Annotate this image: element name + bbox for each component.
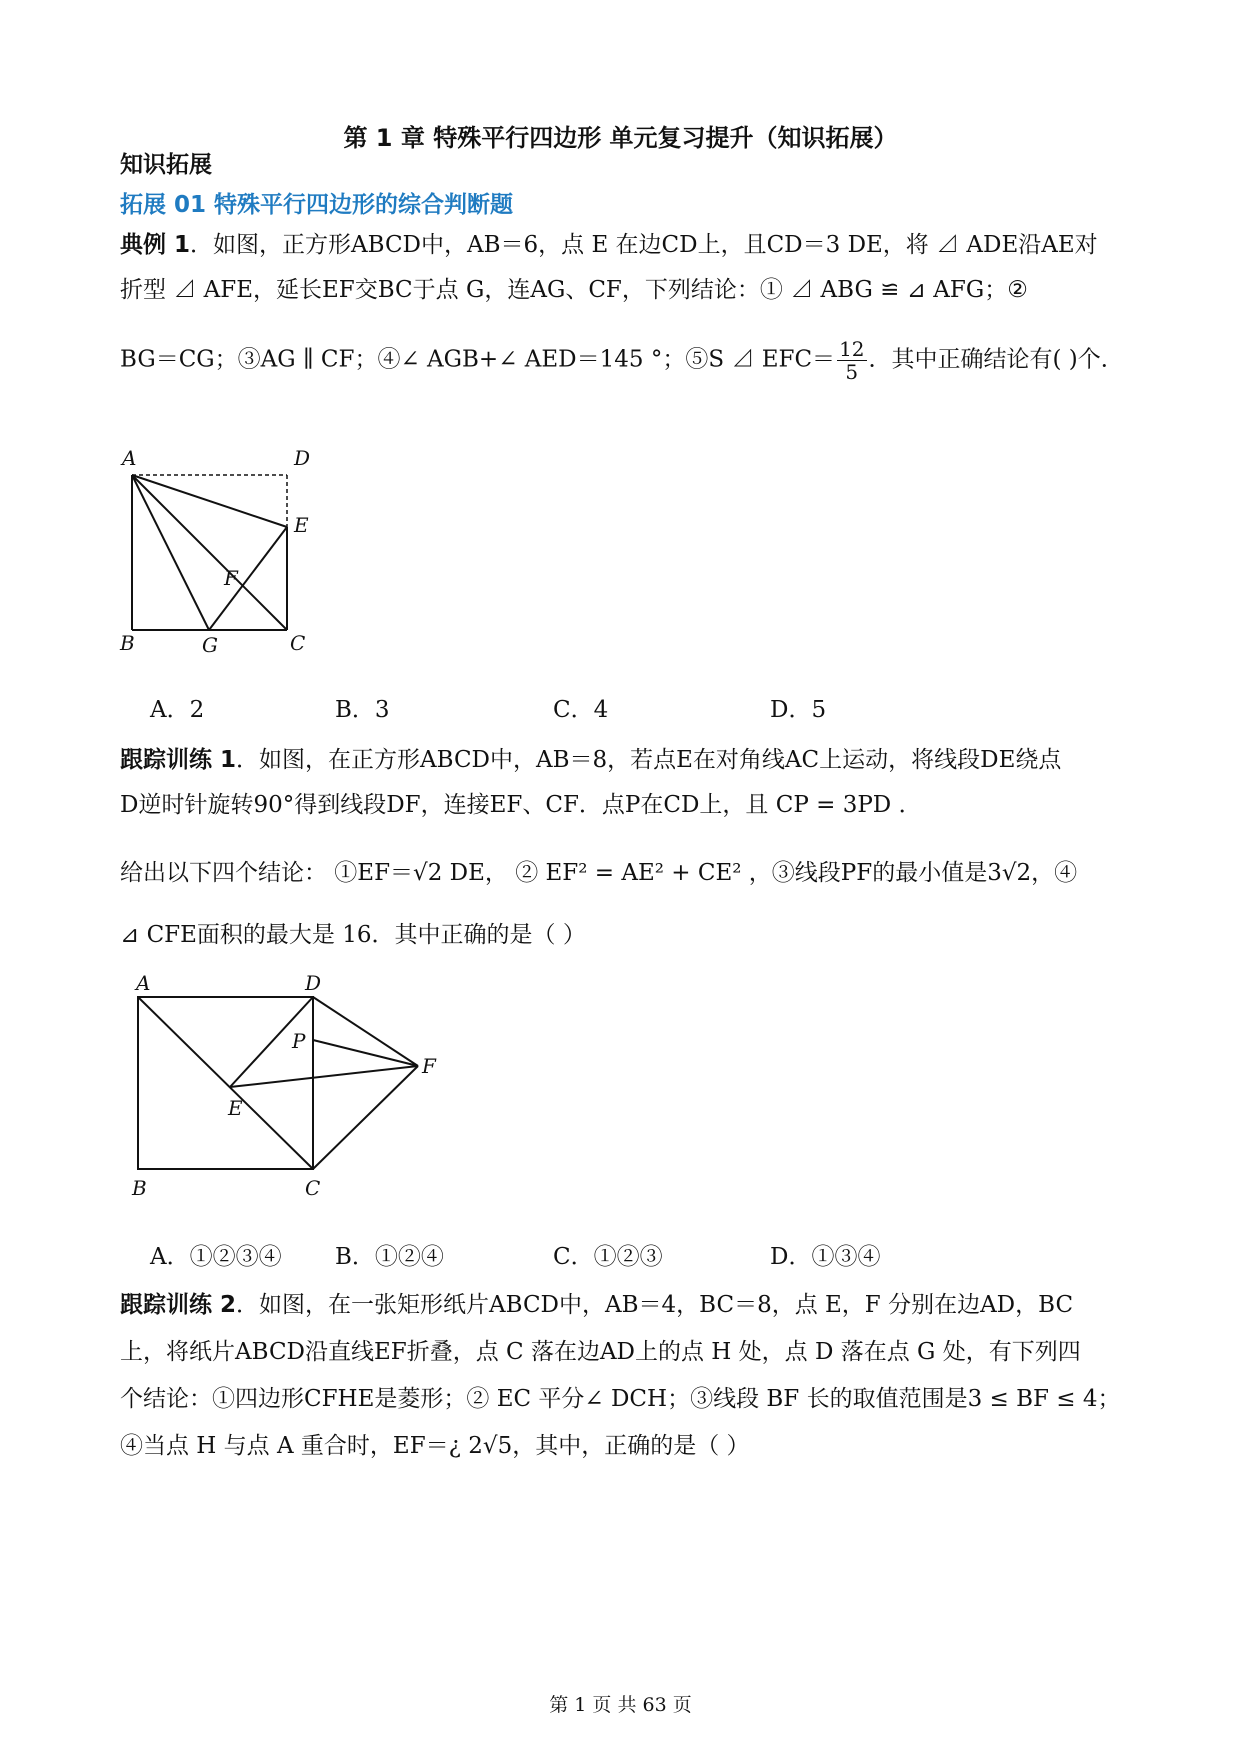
practice1-text1: ．如图，在正方形ABCD中，AB＝8，若点E在对角线AC上运动，将线段DE绕点 (236, 747, 1062, 773)
label-e: E (228, 1096, 243, 1120)
example1-line3 (120, 338, 1124, 383)
fraction-denominator: 5 (845, 360, 859, 384)
label-d: D (305, 971, 322, 995)
example1-line1 (120, 230, 1098, 260)
practice1-line3: 给出以下四个结论： ①EF＝√2 DE， ② EF² = AE² + CE² ，③线段PF的最小值是3√2，④ (120, 860, 1078, 886)
segment-ag (132, 475, 209, 630)
practice1-option-c: C．①②③ (553, 1244, 663, 1270)
label-b: B (132, 1176, 147, 1200)
segment-ge (209, 527, 287, 630)
section-heading: 知识拓展 (120, 152, 212, 178)
example1-text3b: ．其中正确结论有( )个． (868, 346, 1124, 373)
example1-option-d: D．5 (770, 697, 827, 723)
practice2-text1: ．如图，在一张矩形纸片ABCD中，AB＝4，BC＝8，点 E，F 分别在边AD，BC (236, 1292, 1074, 1318)
label-f: F (224, 566, 238, 590)
label-c: C (290, 631, 306, 655)
label-c: C (305, 1176, 321, 1200)
practice2-label: 跟踪训练 2 (120, 1292, 237, 1318)
label-e: E (294, 513, 309, 537)
label-b: B (120, 631, 135, 655)
label-d: D (294, 446, 311, 470)
example1-line2: 折型 ⊿ AFE，延长EF交BC于点 G，连AG、CF，下列结论：① ⊿ ABG ≌ ⊿ AFG；② (120, 277, 1028, 303)
fraction-numerator: 12 (839, 337, 865, 361)
label-f: F (422, 1054, 436, 1078)
label-p: P (292, 1029, 306, 1053)
example1-option-c: C．4 (553, 697, 609, 723)
practice2-line1 (120, 1290, 1073, 1320)
practice1-line4: ⊿ CFE面积的最大是 16．其中正确的是（ ） (120, 922, 586, 948)
example1-option-a: A．2 (150, 697, 205, 723)
label-g: G (202, 633, 218, 655)
practice1-option-d: D．①③④ (770, 1244, 881, 1270)
practice1-label: 跟踪训练 1 (120, 747, 237, 773)
practice1-line2: D逆时针旋转90°得到线段DF，连接EF、CF．点P在CD上，且 CP = 3PD ． (120, 792, 922, 818)
example1-option-b: B．3 (335, 697, 390, 723)
practice2-line2: 上，将纸片ABCD沿直线EF折叠，点 C 落在边AD上的点 H 处，点 D 落在点 G 处，有下列四 (120, 1339, 1081, 1365)
example1-label: 典例 1 (120, 232, 191, 258)
segment-ef (230, 1066, 418, 1087)
segment-df (313, 997, 418, 1066)
page-footer: 第 1 页 共 63 页 (549, 1694, 692, 1716)
practice1-line1 (120, 745, 1061, 775)
diagonal-ac (138, 997, 313, 1169)
subsection-heading: 拓展 01 特殊平行四边形的综合判断题 (120, 192, 514, 218)
example1-text3a: BG＝CG；③AG ∥ CF；④∠ AGB+∠ AED＝145 °；⑤S ⊿ EFC＝ (120, 346, 836, 373)
practice2-line3: 个结论：①四边形CFHE是菱形；② EC 平分∠ DCH；③线段 BF 长的取值范围是3 ≤ BF ≤ 4； (120, 1386, 1121, 1412)
page-title: 第 1 章 特殊平行四边形 单元复习提升（知识拓展） (343, 124, 898, 152)
figure-2-square-rotation (120, 970, 460, 1210)
segment-ac (132, 475, 287, 630)
practice1-option-b: B．①②④ (335, 1244, 444, 1270)
practice1-option-a: A．①②③④ (150, 1244, 282, 1270)
label-a: A (136, 971, 151, 995)
segment-cf (313, 1066, 418, 1169)
practice2-line4: ④当点 H 与点 A 重合时，EF＝¿ 2√5，其中，正确的是（ ） (120, 1433, 750, 1459)
area-fraction (837, 338, 866, 383)
segment-ae (132, 475, 287, 527)
example1-text1: ．如图，正方形ABCD中，AB＝6，点 E 在边CD上，且CD＝3 DE，将 ⊿ ADE沿AE对 (190, 232, 1098, 258)
segment-pf (313, 1040, 418, 1066)
label-a: A (122, 446, 137, 470)
figure-1-square-fold (110, 445, 330, 655)
